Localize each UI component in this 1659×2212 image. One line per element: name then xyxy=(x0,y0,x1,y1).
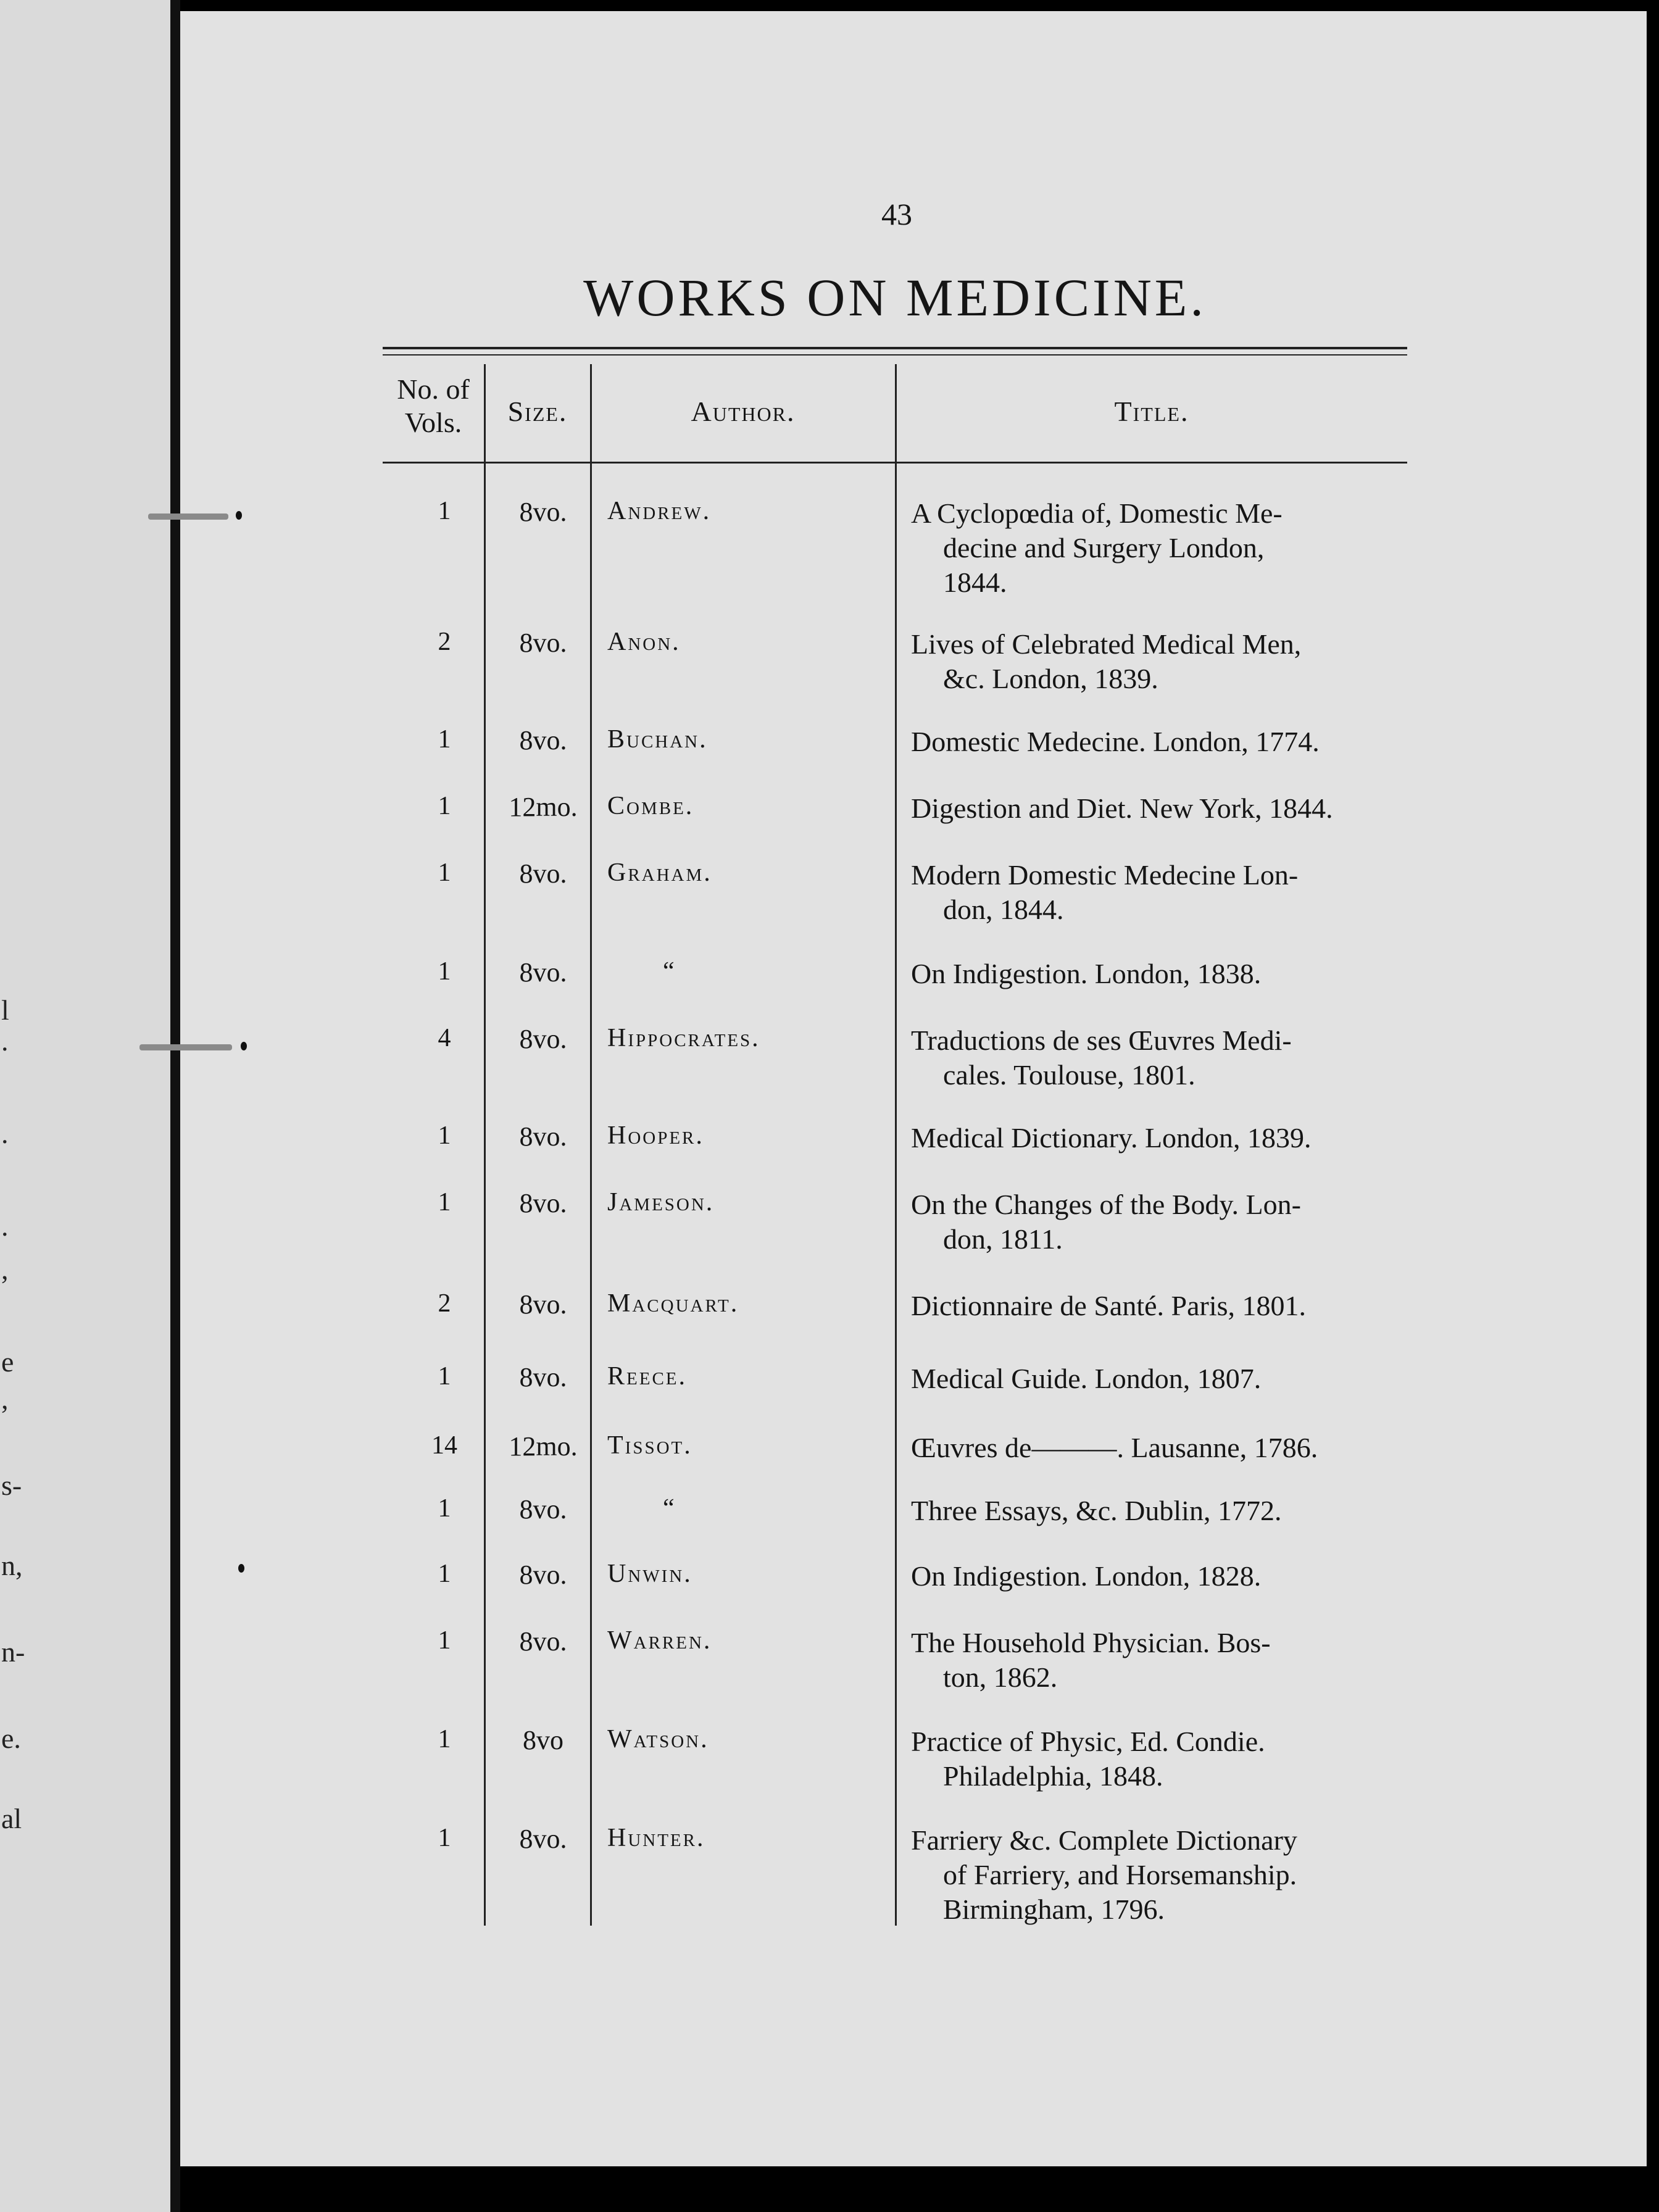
title-cell xyxy=(911,1431,1415,1465)
vols-cell: 2 xyxy=(438,1289,451,1318)
author-cell: Hunter. xyxy=(607,1824,705,1852)
vols-cell: 1 xyxy=(438,1494,451,1523)
table-row xyxy=(0,496,1659,598)
column-divider xyxy=(895,364,897,1926)
title-line: cales. Toulouse, 1801. xyxy=(943,1059,1195,1091)
scan-smudge xyxy=(139,1044,232,1050)
margin-fragment: . xyxy=(1,1118,9,1149)
author-cell: Reece. xyxy=(607,1362,687,1391)
title-line: Practice of Physic, Ed. Condie. xyxy=(911,1726,1265,1757)
author-cell: Jameson. xyxy=(607,1188,715,1216)
title-line: On Indigestion. London, 1838. xyxy=(911,958,1262,989)
size-cell: 8vo. xyxy=(519,1362,567,1392)
author-cell: Hippocrates. xyxy=(607,1024,760,1052)
title-cell xyxy=(911,1823,1415,1927)
title-cell xyxy=(911,1289,1415,1323)
author-cell: Hooper. xyxy=(607,1121,704,1150)
table-row xyxy=(0,957,1659,989)
title-line: Domestic Medecine. London, 1774. xyxy=(911,726,1320,757)
author-cell: Andrew. xyxy=(607,497,712,525)
size-cell: 8vo. xyxy=(519,1494,567,1524)
title-line: ton, 1862. xyxy=(943,1661,1058,1693)
title-cell xyxy=(911,1362,1415,1396)
facing-page-edge xyxy=(0,0,170,2212)
header-vols-line1: No. of xyxy=(397,373,470,405)
title-line: Œuvres de———. Lausanne, 1786. xyxy=(911,1432,1318,1463)
table-row xyxy=(0,725,1659,757)
title-cell xyxy=(911,1724,1415,1794)
size-cell: 8vo. xyxy=(519,1024,567,1054)
vols-cell: 1 xyxy=(438,957,451,986)
scan-speck xyxy=(241,1042,247,1050)
table-row xyxy=(0,1121,1659,1154)
title-line: Farriery &c. Complete Dictionary xyxy=(911,1824,1297,1856)
title-cell xyxy=(911,1559,1415,1594)
vols-cell: 1 xyxy=(438,725,451,754)
title-cell xyxy=(911,858,1415,927)
size-cell: 8vo. xyxy=(519,1560,567,1590)
author-cell: Buchan. xyxy=(607,725,708,754)
margin-fragment: s- xyxy=(1,1470,22,1501)
page-title: WORKS ON MEDICINE. xyxy=(583,268,1207,327)
author-cell: Watson. xyxy=(607,1725,709,1753)
margin-fragment: , xyxy=(1,1254,9,1285)
table-row xyxy=(0,1431,1659,1463)
size-cell: 12mo. xyxy=(509,1431,578,1462)
table-row xyxy=(0,1559,1659,1592)
table-row xyxy=(0,1187,1659,1255)
header-vols xyxy=(383,373,484,439)
title-cell xyxy=(911,1121,1415,1155)
header-author: Author. xyxy=(691,396,796,427)
title-line: Dictionnaire de Santé. Paris, 1801. xyxy=(911,1290,1307,1321)
scan-speck xyxy=(238,1564,244,1573)
title-line: don, 1844. xyxy=(943,894,1064,925)
title-cell xyxy=(911,627,1415,696)
size-cell: 8vo. xyxy=(519,957,567,988)
title-line: Birmingham, 1796. xyxy=(943,1894,1165,1925)
title-cell xyxy=(911,725,1415,759)
vols-cell: 1 xyxy=(438,1362,451,1391)
size-cell: 8vo. xyxy=(519,1121,567,1152)
author-cell: Macquart. xyxy=(607,1289,739,1318)
title-line: don, 1811. xyxy=(943,1223,1063,1255)
top-rule xyxy=(383,347,1407,349)
top-rule-thin xyxy=(383,354,1407,356)
margin-fragment: al xyxy=(1,1803,22,1834)
margin-fragment: l xyxy=(1,994,9,1026)
title-line: Medical Dictionary. London, 1839. xyxy=(911,1122,1312,1154)
title-line: The Household Physician. Bos- xyxy=(911,1627,1271,1658)
vols-cell: 14 xyxy=(431,1431,457,1460)
title-cell xyxy=(911,957,1415,991)
vols-cell: 1 xyxy=(438,1188,451,1216)
size-cell: 8vo. xyxy=(519,1824,567,1854)
size-cell: 8vo. xyxy=(519,1188,567,1218)
table-row xyxy=(0,1823,1659,1925)
title-cell xyxy=(911,1187,1415,1257)
table-row xyxy=(0,1494,1659,1526)
title-cell xyxy=(911,1023,1415,1092)
table-row xyxy=(0,1724,1659,1792)
title-line: On Indigestion. London, 1828. xyxy=(911,1560,1262,1592)
author-cell: Warren. xyxy=(607,1626,712,1655)
author-ditto: “ xyxy=(663,1494,676,1523)
title-line: decine and Surgery London, xyxy=(943,532,1265,563)
table-row xyxy=(0,1023,1659,1091)
header-size: Size. xyxy=(507,396,568,427)
author-cell: Combe. xyxy=(607,792,694,820)
title-line: 1844. xyxy=(943,567,1007,598)
vols-cell: 1 xyxy=(438,1560,451,1588)
author-cell: Graham. xyxy=(607,859,712,887)
margin-fragment: , xyxy=(1,1383,9,1415)
table-row xyxy=(0,1362,1659,1394)
vols-cell: 1 xyxy=(438,497,451,525)
author-cell: Unwin. xyxy=(607,1560,692,1588)
header-vols-line2: Vols. xyxy=(404,407,462,438)
margin-fragment: e. xyxy=(1,1723,21,1754)
size-cell: 8vo xyxy=(523,1725,563,1755)
vols-cell: 2 xyxy=(438,628,451,656)
size-cell: 8vo. xyxy=(519,1289,567,1320)
table-row xyxy=(0,627,1659,694)
title-line: Traductions de ses Œuvres Medi- xyxy=(911,1025,1292,1056)
vols-cell: 1 xyxy=(438,792,451,820)
title-cell xyxy=(911,791,1415,826)
page-gutter xyxy=(170,0,180,2212)
size-cell: 12mo. xyxy=(509,792,578,822)
title-line: Lives of Celebrated Medical Men, xyxy=(911,628,1302,660)
title-line: A Cyclopœdia of, Domestic Me- xyxy=(911,497,1283,529)
title-line: of Farriery, and Horsemanship. xyxy=(943,1859,1297,1890)
title-line: On the Changes of the Body. Lon- xyxy=(911,1189,1301,1220)
size-cell: 8vo. xyxy=(519,1626,567,1657)
title-line: &c. London, 1839. xyxy=(943,663,1158,694)
margin-fragment: n, xyxy=(1,1550,23,1581)
title-cell xyxy=(911,1626,1415,1695)
margin-fragment: e xyxy=(1,1346,14,1378)
page-number: 43 xyxy=(881,197,912,231)
table-row xyxy=(0,1626,1659,1693)
title-line: Three Essays, &c. Dublin, 1772. xyxy=(911,1495,1282,1526)
header-title: Title. xyxy=(1114,396,1189,427)
scan-smudge xyxy=(148,514,228,520)
title-line: Philadelphia, 1848. xyxy=(943,1760,1163,1792)
size-cell: 8vo. xyxy=(519,628,567,658)
table-row xyxy=(0,1289,1659,1321)
scan-speck xyxy=(236,511,242,520)
title-line: Modern Domestic Medecine Lon- xyxy=(911,859,1299,891)
vols-cell: 1 xyxy=(438,1725,451,1753)
title-line: Digestion and Diet. New York, 1844. xyxy=(911,792,1333,824)
table-row xyxy=(0,858,1659,925)
margin-fragment: . xyxy=(1,1210,9,1242)
vols-cell: 1 xyxy=(438,1626,451,1655)
author-cell: Tissot. xyxy=(607,1431,692,1460)
vols-cell: 4 xyxy=(438,1024,451,1052)
size-cell: 8vo. xyxy=(519,497,567,527)
margin-fragment: . xyxy=(1,1025,9,1057)
author-ditto: “ xyxy=(663,957,676,986)
vols-cell: 1 xyxy=(438,859,451,887)
margin-fragment: n- xyxy=(1,1636,25,1668)
table-row xyxy=(0,791,1659,824)
title-line: Medical Guide. London, 1807. xyxy=(911,1363,1262,1394)
author-cell: Anon. xyxy=(607,628,681,656)
size-cell: 8vo. xyxy=(519,859,567,889)
size-cell: 8vo. xyxy=(519,725,567,755)
vols-cell: 1 xyxy=(438,1121,451,1150)
vols-cell: 1 xyxy=(438,1824,451,1852)
title-cell xyxy=(911,1494,1415,1528)
title-cell xyxy=(911,496,1415,600)
